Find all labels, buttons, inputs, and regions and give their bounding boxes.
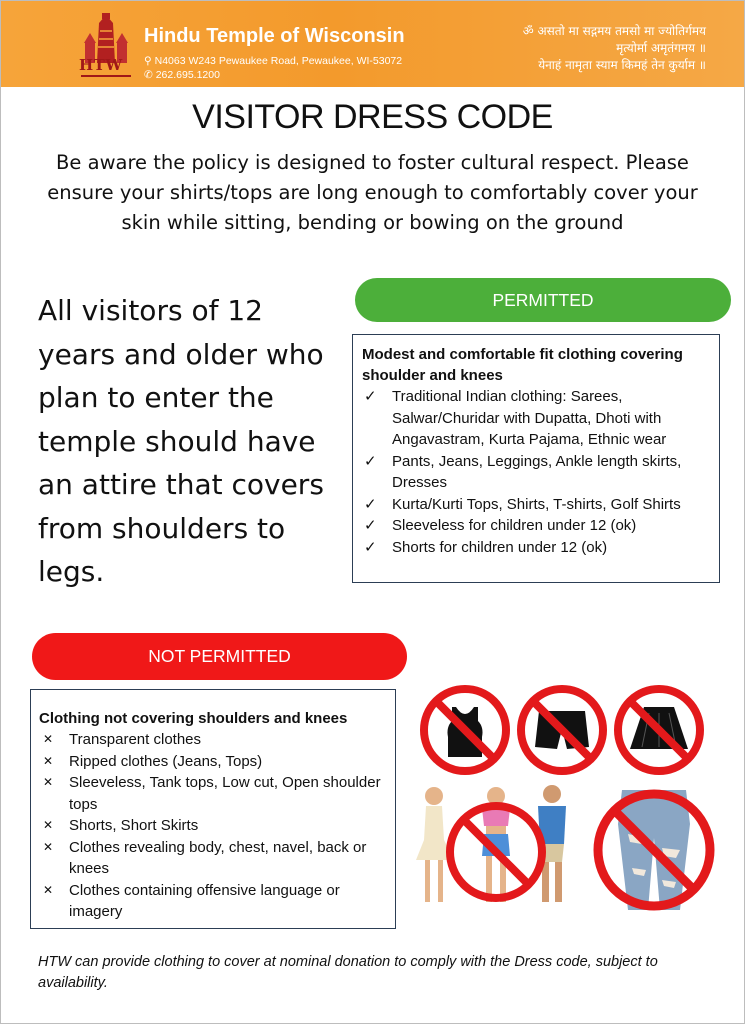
list-item	[362, 451, 712, 494]
phone	[144, 69, 220, 81]
not-permitted-heading: Clothing not covering shoulders and knees	[39, 710, 348, 727]
mantra-line-2: मृत्योर्मा अमृतंगमय ॥	[616, 41, 706, 55]
no-ripped-jeans-icon	[588, 784, 720, 916]
item-text: Sleeveless, Tank tops, Low cut, Open shoulder tops	[69, 774, 381, 813]
list-item	[362, 494, 712, 516]
item-text: Kurta/Kurti Tops, Shirts, T-shirts, Golf Shirts	[392, 495, 681, 513]
sanskrit-mantra	[523, 23, 706, 74]
check-icon: ✓	[364, 538, 377, 556]
item-text: Sleeveless for children under 12 (ok)	[392, 517, 637, 534]
no-tank-top-icon	[418, 683, 512, 777]
mantra-line-3: येनाहं नामृता स्याम किमहं तेन कुर्याम ॥	[538, 58, 706, 72]
permitted-list	[362, 386, 719, 558]
list-item	[39, 772, 389, 815]
logo-text: HTW	[79, 56, 123, 74]
x-icon: ✕	[43, 732, 54, 746]
check-icon: ✓	[364, 517, 377, 534]
intro-text: Be aware the policy is designed to foster cultural respect. Please ensure your shirts/tops are long enough to comfortably cover your skin while sitting, bending or bowing on the ground	[47, 151, 698, 234]
list-item	[362, 537, 712, 559]
item-text: Clothes revealing body, chest, navel, back or knees	[69, 838, 367, 877]
address	[144, 55, 402, 67]
x-icon: ✕	[43, 753, 54, 768]
x-icon: ✕	[43, 882, 54, 897]
no-shorts-icon	[515, 683, 609, 777]
item-text: Transparent clothes	[69, 731, 202, 748]
list-item	[362, 386, 712, 451]
mantra-line-1: ॐ असतो मा सद्गमय तमसो मा ज्योतिर्गमय	[522, 24, 706, 38]
not-permitted-list	[39, 729, 395, 923]
item-text: Ripped clothes (Jeans, Tops)	[69, 752, 263, 770]
not-permitted-box	[30, 689, 396, 929]
item-text: Shorts for children under 12 (ok)	[392, 538, 608, 556]
list-item	[39, 837, 389, 880]
check-icon: ✓	[364, 452, 377, 470]
item-text: Traditional Indian clothing: Sarees, Salwar/Churidar with Dupatta, Dhoti with Angavastram, Kurta Pajama, Ethnic wear	[392, 388, 667, 448]
phone-icon: ✆	[144, 69, 156, 81]
no-short-skirt-icon	[612, 683, 706, 777]
org-name: Hindu Temple of Wisconsin	[144, 25, 405, 47]
list-item	[39, 729, 389, 751]
check-icon: ✓	[364, 388, 377, 405]
item-text: Shorts, Short Skirts	[69, 817, 199, 834]
main-statement: All visitors of 12 years and older who plan to enter the temple should have an attire that covers from shoulders to legs.	[38, 294, 324, 588]
x-icon: ✕	[43, 775, 54, 789]
check-icon: ✓	[364, 495, 377, 513]
permitted-label: PERMITTED	[355, 278, 731, 322]
permitted-box	[352, 334, 720, 583]
list-item	[39, 880, 389, 923]
header-banner	[1, 1, 744, 87]
footer-note: HTW can provide clothing to cover at nominal donation to comply with the Dress code, subject to availability.	[38, 954, 658, 991]
x-icon: ✕	[43, 839, 54, 854]
item-text: Pants, Jeans, Leggings, Ankle length skirts, Dresses	[392, 452, 682, 491]
no-revealing-clothes-icon	[412, 782, 590, 914]
list-item	[39, 751, 389, 773]
x-icon: ✕	[43, 818, 54, 832]
permitted-heading: Modest and comfortable fit clothing covering shoulder and knees	[362, 346, 683, 384]
page-title: VISITOR DRESS CODE	[192, 98, 553, 136]
list-item	[39, 815, 389, 837]
item-text: Clothes containing offensive language or imagery	[69, 881, 340, 920]
not-permitted-label: NOT PERMITTED	[32, 633, 407, 680]
location-icon: ⚲	[144, 55, 155, 67]
list-item	[362, 515, 712, 537]
address-text: N4063 W243 Pewaukee Road, Pewaukee, WI-53072	[154, 55, 403, 67]
phone-text: 262.695.1200	[155, 69, 220, 81]
